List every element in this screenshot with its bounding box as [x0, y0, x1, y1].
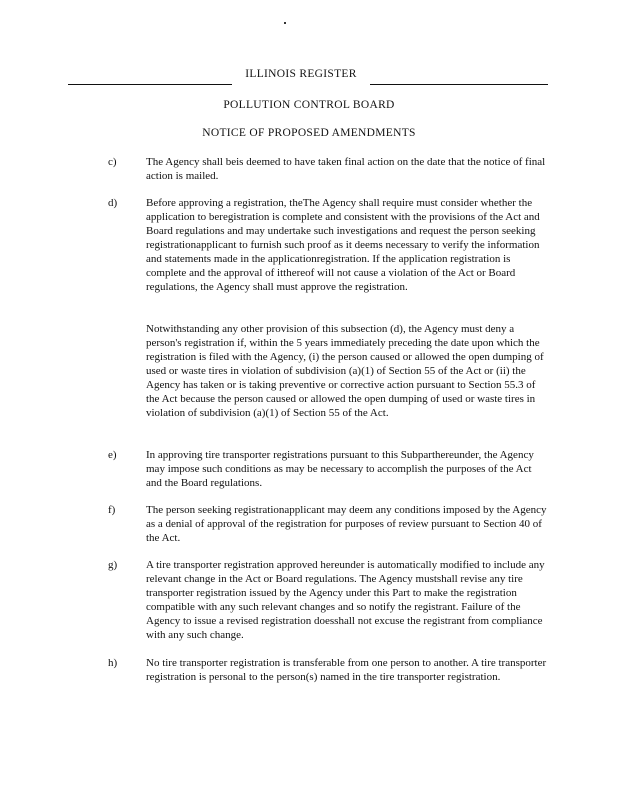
paragraph-text: Notwithstanding any other provision of this subsection (d), the Agency must deny a person's registration if, within the 5 years immediately preceding the date upon which the registration is filed with the Agency, (i) the person caused or allowed the open dumping of used or waste tires in violation of subdivision (a)(1) of Section 55 of the Act or (ii) the Agency has taken or is taking preventive or corrective action pursuant to Section 55.3 of the Act because the person caused or allowed the open dumping of used or waste tires in violation of subdivision (a)(1) of Section 55 of the Act.: [146, 323, 544, 419]
board-title: POLLUTION CONTROL BOARD: [223, 99, 395, 111]
paragraph-text: The person seeking registrationapplicant may deem any conditions imposed by the Agency as a denial of approval of the registration for purposes of review pursuant to Section 40 of the Act.: [146, 504, 547, 544]
register-title: ILLINOIS REGISTER: [245, 68, 357, 80]
paragraph-text: The Agency shall beis deemed to have taken final action on the date that the notice of final action is mailed.: [146, 156, 546, 182]
header-rule-left: [68, 84, 232, 85]
paragraph-label: h): [108, 657, 118, 669]
paragraph-label: c): [108, 156, 117, 168]
paragraph-label: g): [108, 559, 118, 571]
header-rule-right: [370, 84, 548, 85]
paragraph-text: In approving tire transporter registrations pursuant to this Subparthereunder, the Agency may impose such conditions as may be necessary to accomplish the purposes of the Act and the Board regulations.: [146, 449, 534, 489]
paragraph-text: A tire transporter registration approved hereunder is automatically modified to include any relevant change in the Act or Board regulations. The Agency mustshall revise any tire transporter registration issued by the Agency under this Part to make the registration compatible with any such relevant changes and so notify the registrant. Failure of the Agency to issue a revised registration doesshall not excuse the registrant from compliance with any such change.: [146, 559, 545, 641]
paragraph-label: d): [108, 197, 118, 209]
paragraph-label: e): [108, 449, 117, 461]
paragraph-text: No tire transporter registration is transferable from one person to another. A tire transporter registration is personal to the person(s) named in the tire transporter registration.: [146, 657, 547, 683]
scan-speck: [284, 22, 286, 24]
paragraph-label: f): [108, 504, 116, 516]
notice-title: NOTICE OF PROPOSED AMENDMENTS: [202, 127, 416, 139]
paragraph-text: Before approving a registration, theThe Agency shall require must consider whether the application to beregistration is complete and consistent with the provisions of the Act and Board regulations and may undertake such investigations and request the person seeking registrationapplicant to furnish such proof as it deems necessary to verify the information and statements made in the applicationregistration. If the application registration is complete and the approval of itthereof will not cause a violation of the Act or Board regulations, the Agency shall must approve the registration.: [146, 197, 540, 293]
